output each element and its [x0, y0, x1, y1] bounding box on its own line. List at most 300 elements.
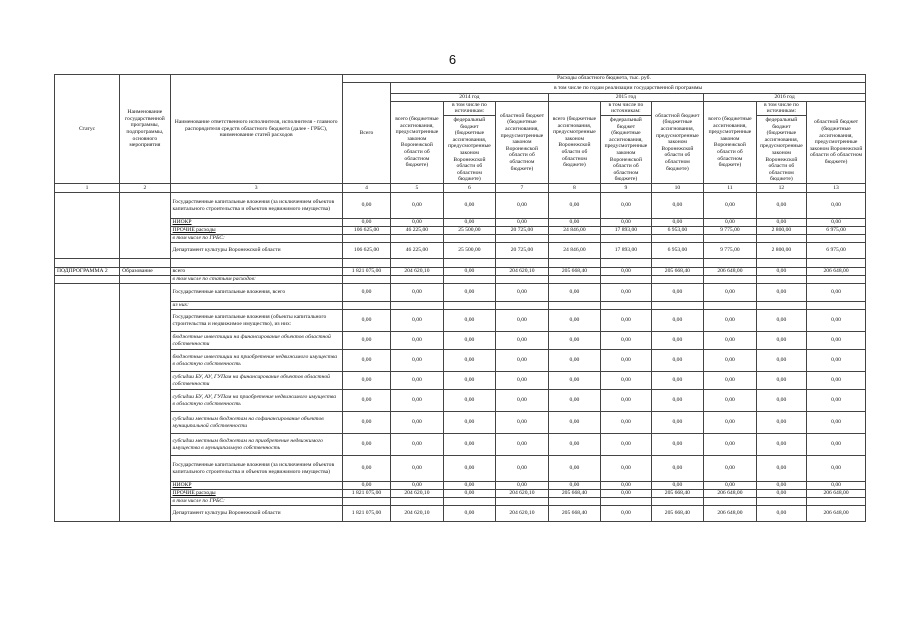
table-row [55, 243, 866, 259]
value-cell: 0,00 [548, 434, 601, 456]
table-body-top [55, 193, 866, 259]
value-cell: 24 846,00 [548, 227, 601, 235]
value-cell: 0,00 [807, 193, 866, 219]
value-cell: 204 620,10 [496, 268, 549, 276]
header-2014-sources: в том числе по источникам: [444, 102, 496, 116]
value-cell: 0,00 [548, 350, 601, 372]
value-cell: 206 648,00 [807, 268, 866, 276]
value-cell: 205 668,40 [548, 506, 601, 522]
value-cell: 0,00 [443, 456, 496, 482]
header-2016-federal-text: федеральный бюджет (бюджетные ассигнования, предусмотренные законом Воронежской области об областном бюджете) [760, 117, 803, 183]
value-cell [496, 302, 549, 310]
value-cell [704, 302, 757, 310]
col-number: 7 [496, 184, 549, 193]
value-cell: 2 800,00 [756, 227, 806, 235]
value-cell: 0,00 [756, 490, 806, 498]
value-cell [548, 235, 601, 243]
table-body-subprogram-2 [55, 259, 866, 522]
header-executor: Наименование ответственного исполнителя, исполнителя - главного распорядителя средств областного бюджета (далее - ГРБС), наименование статей расходов [170, 75, 342, 184]
value-cell [704, 235, 757, 243]
header-year-2016: 2016 год [704, 94, 866, 102]
value-cell [391, 302, 444, 310]
value-cell: 0,00 [756, 350, 806, 372]
value-cell: 0,00 [651, 193, 704, 219]
header-year-2015: 2015 год [548, 94, 703, 102]
value-cell [756, 498, 806, 506]
value-cell: 0,00 [807, 434, 866, 456]
value-cell [342, 276, 390, 284]
value-cell: 46 225,00 [391, 243, 444, 259]
row-label: Департамент культуры Воронежской области [170, 243, 342, 259]
value-cell: 0,00 [548, 193, 601, 219]
value-cell: 0,00 [756, 372, 806, 390]
table-row [55, 456, 866, 482]
value-cell: 0,00 [651, 412, 704, 434]
header-2014-federal [443, 101, 496, 183]
value-cell: 0,00 [601, 332, 651, 350]
value-cell: 6 953,00 [651, 243, 704, 259]
value-cell [807, 235, 866, 243]
table-row [55, 372, 866, 390]
spacer-cell [496, 259, 549, 268]
table-row [55, 235, 866, 243]
value-cell: 0,00 [391, 193, 444, 219]
value-cell: 205 668,40 [651, 506, 704, 522]
spacer-cell [170, 259, 342, 268]
value-cell: 0,00 [496, 456, 549, 482]
value-cell: 0,00 [601, 434, 651, 456]
value-cell: 0,00 [548, 372, 601, 390]
value-cell [496, 235, 549, 243]
header-2015-sources: в том числе по источникам: [601, 102, 650, 116]
table-row [55, 490, 866, 498]
value-cell: 0,00 [601, 372, 651, 390]
value-cell [443, 498, 496, 506]
value-cell [342, 235, 390, 243]
value-cell: 1 821 075,00 [342, 506, 390, 522]
header-2016-total: всего (бюджетные ассигнования, предусмотренные законом Воронежской области об областном бюджете) [704, 101, 757, 183]
value-cell [548, 498, 601, 506]
value-cell: 0,00 [391, 310, 444, 332]
value-cell: 0,00 [496, 390, 549, 412]
value-cell: 0,00 [496, 350, 549, 372]
row-label: бюджетные инвестиции на финансирование объектов областной собственности [170, 332, 342, 350]
table-row [55, 434, 866, 456]
value-cell [756, 302, 806, 310]
value-cell: 0,00 [443, 482, 496, 490]
value-cell: 0,00 [443, 219, 496, 227]
value-cell: 0,00 [391, 456, 444, 482]
value-cell [807, 302, 866, 310]
value-cell: 0,00 [601, 506, 651, 522]
value-cell [601, 276, 651, 284]
value-cell: 0,00 [443, 390, 496, 412]
value-cell: 0,00 [601, 390, 651, 412]
row-label: в том числе по ГРБС: [170, 235, 342, 243]
value-cell: 0,00 [704, 193, 757, 219]
value-cell [601, 235, 651, 243]
value-cell: 0,00 [704, 434, 757, 456]
row-label: Департамент культуры Воронежской области [170, 506, 342, 522]
value-cell: 204 620,10 [391, 268, 444, 276]
table-row [55, 350, 866, 372]
col-number: 10 [651, 184, 704, 193]
value-cell: 0,00 [391, 219, 444, 227]
col-number: 3 [170, 184, 342, 193]
value-cell: 205 668,40 [548, 268, 601, 276]
col-number: 9 [601, 184, 651, 193]
value-cell: 0,00 [704, 310, 757, 332]
header-status: Статус [55, 75, 120, 184]
row-label: ПРОЧИЕ расходы [170, 490, 342, 498]
col-number: 11 [704, 184, 757, 193]
value-cell: 0,00 [807, 456, 866, 482]
col-number: 12 [756, 184, 806, 193]
value-cell: 0,00 [548, 284, 601, 302]
program-cell [120, 276, 170, 284]
value-cell: 204 620,10 [391, 490, 444, 498]
value-cell: 206 648,00 [807, 490, 866, 498]
value-cell: 0,00 [756, 390, 806, 412]
value-cell: 0,00 [342, 482, 390, 490]
value-cell: 206 648,00 [704, 268, 757, 276]
value-cell: 1 821 075,00 [342, 268, 390, 276]
value-cell: 0,00 [651, 284, 704, 302]
value-cell: 0,00 [443, 412, 496, 434]
value-cell: 0,00 [601, 482, 651, 490]
value-cell [807, 276, 866, 284]
value-cell: 0,00 [651, 350, 704, 372]
value-cell: 0,00 [807, 482, 866, 490]
value-cell: 204 620,10 [496, 490, 549, 498]
status-cell [55, 193, 120, 259]
value-cell: 0,00 [548, 310, 601, 332]
value-cell: 0,00 [651, 310, 704, 332]
value-cell [443, 302, 496, 310]
value-cell [391, 276, 444, 284]
value-cell: 0,00 [704, 482, 757, 490]
value-cell: 0,00 [601, 193, 651, 219]
value-cell [496, 276, 549, 284]
value-cell: 0,00 [443, 284, 496, 302]
value-cell: 0,00 [704, 390, 757, 412]
value-cell: 0,00 [756, 434, 806, 456]
value-cell: 0,00 [342, 372, 390, 390]
value-cell: 0,00 [443, 310, 496, 332]
value-cell: 9 775,00 [704, 243, 757, 259]
value-cell: 0,00 [651, 390, 704, 412]
row-label: Государственные капитальные вложения (объекты капитального строительства и недвижимое имущество), из них: [170, 310, 342, 332]
value-cell: 0,00 [342, 434, 390, 456]
value-cell: 0,00 [807, 350, 866, 372]
value-cell: 6 975,00 [807, 243, 866, 259]
value-cell: 0,00 [756, 482, 806, 490]
value-cell: 0,00 [704, 372, 757, 390]
value-cell: 0,00 [443, 434, 496, 456]
value-cell: 0,00 [391, 332, 444, 350]
col-number: 6 [443, 184, 496, 193]
value-cell: 0,00 [756, 506, 806, 522]
header-2015-federal [601, 101, 651, 183]
value-cell: 0,00 [391, 372, 444, 390]
table-row [55, 284, 866, 302]
value-cell: 0,00 [443, 193, 496, 219]
table-row [55, 227, 866, 235]
row-label: бюджетные инвестиции на приобретение недвижимого имущества в областную собственность [170, 350, 342, 372]
value-cell [807, 498, 866, 506]
value-cell [391, 235, 444, 243]
row-label: Государственные капитальные вложения, всего [170, 284, 342, 302]
value-cell: 0,00 [496, 412, 549, 434]
by-articles-row [55, 276, 866, 284]
value-cell: 0,00 [443, 506, 496, 522]
value-cell: 0,00 [807, 390, 866, 412]
value-cell: 0,00 [704, 412, 757, 434]
value-cell: 0,00 [601, 490, 651, 498]
value-cell: 106 625,00 [342, 243, 390, 259]
value-cell: 0,00 [651, 482, 704, 490]
spacer-cell [120, 259, 170, 268]
value-cell [548, 276, 601, 284]
row-label: Государственные капитальные вложения (за исключением объектов капитального строительства и объектов недвижимого имущества) [170, 456, 342, 482]
table-row [55, 302, 866, 310]
value-cell: 0,00 [496, 482, 549, 490]
row-label: субсидии БУ, АУ, ГУПам на финансирование объектов областной собственности [170, 372, 342, 390]
subprogram-name: Образование [120, 268, 170, 276]
value-cell: 9 775,00 [704, 227, 757, 235]
value-cell: 0,00 [443, 268, 496, 276]
value-cell: 0,00 [807, 332, 866, 350]
spacer-row [55, 259, 866, 268]
value-cell [496, 498, 549, 506]
header-program-name: Наименование государственной программы, подпрограммы, основного мероприятия [120, 75, 170, 184]
value-cell: 0,00 [496, 193, 549, 219]
value-cell: 24 846,00 [548, 243, 601, 259]
value-cell: 206 648,00 [704, 506, 757, 522]
subprogram-status: ПОДПРОГРАММА 2 [55, 268, 120, 276]
value-cell: 0,00 [342, 310, 390, 332]
value-cell: 0,00 [756, 332, 806, 350]
col-number: 1 [55, 184, 120, 193]
value-cell [548, 302, 601, 310]
spacer-cell [704, 259, 757, 268]
row-label: ПРОЧИЕ расходы [170, 227, 342, 235]
value-cell: 0,00 [548, 482, 601, 490]
value-cell: 46 225,00 [391, 227, 444, 235]
header-year-2014: 2014 год [391, 94, 549, 102]
value-cell: 0,00 [651, 332, 704, 350]
col-number: 4 [342, 184, 390, 193]
value-cell: 17 893,00 [601, 227, 651, 235]
value-cell [391, 498, 444, 506]
value-cell: 0,00 [548, 456, 601, 482]
value-cell: 205 668,40 [651, 490, 704, 498]
value-cell [651, 302, 704, 310]
value-cell: 205 668,40 [548, 490, 601, 498]
value-cell: 0,00 [443, 350, 496, 372]
value-cell [651, 235, 704, 243]
row-label: Государственные капитальные вложения (за исключением объектов капитального строительства и объектов недвижимого имущества) [170, 193, 342, 219]
row-label: субсидии местным бюджетам на софинансирование объектов муниципальной собственности [170, 412, 342, 434]
value-cell: 205 668,40 [651, 268, 704, 276]
value-cell: 0,00 [496, 372, 549, 390]
table-row [55, 193, 866, 219]
row-label: из них: [170, 302, 342, 310]
value-cell: 25 500,00 [443, 227, 496, 235]
value-cell: 0,00 [342, 284, 390, 302]
value-cell: 0,00 [548, 219, 601, 227]
value-cell [342, 302, 390, 310]
value-cell [651, 498, 704, 506]
col-number: 5 [391, 184, 444, 193]
value-cell: 2 800,00 [756, 243, 806, 259]
value-cell: 25 500,00 [443, 243, 496, 259]
value-cell: 0,00 [443, 490, 496, 498]
value-cell: 0,00 [807, 284, 866, 302]
spacer-cell [342, 259, 390, 268]
value-cell: 0,00 [548, 390, 601, 412]
table-row [55, 310, 866, 332]
value-cell: 106 625,00 [342, 227, 390, 235]
table-row [55, 482, 866, 490]
spacer-cell [756, 259, 806, 268]
table-row [55, 498, 866, 506]
value-cell: 0,00 [756, 284, 806, 302]
subprogram-total-label: всего [170, 268, 342, 276]
value-cell: 0,00 [548, 412, 601, 434]
spacer-cell [391, 259, 444, 268]
value-cell: 0,00 [391, 350, 444, 372]
value-cell: 0,00 [548, 332, 601, 350]
value-cell: 0,00 [807, 372, 866, 390]
value-cell: 0,00 [443, 332, 496, 350]
subprogram-total-row [55, 268, 866, 276]
budget-table [54, 74, 866, 522]
value-cell: 0,00 [756, 268, 806, 276]
value-cell: 0,00 [496, 434, 549, 456]
spacer-cell [55, 259, 120, 268]
value-cell: 1 821 075,00 [342, 490, 390, 498]
status-cell [55, 276, 120, 284]
header-2016-sources: в том числе по источникам: [757, 102, 806, 116]
header-2015-total: всего (бюджетные ассигнования, предусмотренные законом Воронежской области об областном бюджете) [548, 101, 601, 183]
value-cell: 6 975,00 [807, 227, 866, 235]
value-cell [651, 276, 704, 284]
value-cell: 206 648,00 [807, 506, 866, 522]
value-cell: 204 620,10 [496, 506, 549, 522]
row-label: НИОКР [170, 219, 342, 227]
value-cell: 0,00 [756, 219, 806, 227]
value-cell [443, 235, 496, 243]
header-2015-federal-text: федеральный бюджет (бюджетные ассигнования, предусмотренные законом Воронежской области об областном бюджете) [604, 117, 648, 183]
value-cell: 0,00 [651, 456, 704, 482]
value-cell: 0,00 [704, 284, 757, 302]
value-cell: 0,00 [342, 219, 390, 227]
value-cell: 0,00 [391, 434, 444, 456]
row-label: в том числе по ГРБС: [170, 498, 342, 506]
value-cell: 0,00 [342, 390, 390, 412]
table-row [55, 412, 866, 434]
value-cell: 0,00 [704, 350, 757, 372]
value-cell: 0,00 [651, 372, 704, 390]
value-cell: 0,00 [601, 412, 651, 434]
header-expenses: Расходы областного бюджета, тыс. руб. [342, 75, 865, 83]
col-number: 8 [548, 184, 601, 193]
value-cell: 0,00 [704, 219, 757, 227]
value-cell: 0,00 [807, 310, 866, 332]
value-cell [704, 276, 757, 284]
spacer-cell [601, 259, 651, 268]
value-cell: 0,00 [704, 456, 757, 482]
value-cell: 0,00 [601, 456, 651, 482]
value-cell [704, 498, 757, 506]
header-2014-total: всего (бюджетные ассигнования, предусмотренные законом Воронежской области об областном бюджете) [391, 101, 444, 183]
value-cell: 0,00 [342, 332, 390, 350]
value-cell [601, 302, 651, 310]
value-cell [756, 276, 806, 284]
spacer-cell [807, 259, 866, 268]
column-number-row [55, 184, 866, 193]
value-cell: 0,00 [601, 350, 651, 372]
value-cell: 0,00 [391, 482, 444, 490]
value-cell: 17 893,00 [601, 243, 651, 259]
value-cell: 206 648,00 [704, 490, 757, 498]
header-2016-federal [756, 101, 806, 183]
value-cell: 0,00 [496, 310, 549, 332]
header-2016-regional: областной бюджет (бюджетные ассигнования, предусмотренные законом Воронежской области об областном бюджете) [807, 101, 866, 183]
value-cell: 0,00 [807, 219, 866, 227]
row-label: НИОКР [170, 482, 342, 490]
table-row [55, 390, 866, 412]
value-cell: 0,00 [756, 412, 806, 434]
value-cell: 0,00 [342, 350, 390, 372]
header-2014-regional: областной бюджет (бюджетные ассигнования, предусмотренные законом Воронежской области об областном бюджете) [496, 101, 549, 183]
value-cell: 0,00 [756, 310, 806, 332]
row-label: субсидии местным бюджетам на приобретение недвижимого имущества в муниципальную собственность [170, 434, 342, 456]
table-row [55, 506, 866, 522]
value-cell: 0,00 [391, 390, 444, 412]
value-cell: 0,00 [342, 412, 390, 434]
value-cell: 0,00 [496, 219, 549, 227]
header-2015-regional: областной бюджет (бюджетные ассигнования, предусмотренные законом Воронежской области об областном бюджете) [651, 101, 704, 183]
header-total: Всего [342, 82, 390, 183]
by-articles-label: в том числе по статьям расходов: [170, 276, 342, 284]
status-cell [55, 284, 120, 522]
value-cell: 0,00 [391, 412, 444, 434]
table-header [55, 75, 866, 193]
value-cell: 0,00 [756, 193, 806, 219]
value-cell: 0,00 [496, 284, 549, 302]
program-cell [120, 284, 170, 522]
program-cell [120, 193, 170, 259]
spacer-cell [443, 259, 496, 268]
value-cell [443, 276, 496, 284]
value-cell: 204 620,10 [391, 506, 444, 522]
value-cell: 0,00 [651, 219, 704, 227]
table-row [55, 332, 866, 350]
page-number: 6 [448, 52, 457, 67]
value-cell: 0,00 [601, 268, 651, 276]
spacer-cell [548, 259, 601, 268]
value-cell: 0,00 [601, 310, 651, 332]
value-cell: 6 953,00 [651, 227, 704, 235]
value-cell: 0,00 [342, 456, 390, 482]
header-by-years: в том числе по годам реализации государственной программы [391, 82, 866, 94]
value-cell: 0,00 [704, 332, 757, 350]
value-cell [601, 498, 651, 506]
value-cell: 0,00 [391, 284, 444, 302]
value-cell: 0,00 [756, 456, 806, 482]
